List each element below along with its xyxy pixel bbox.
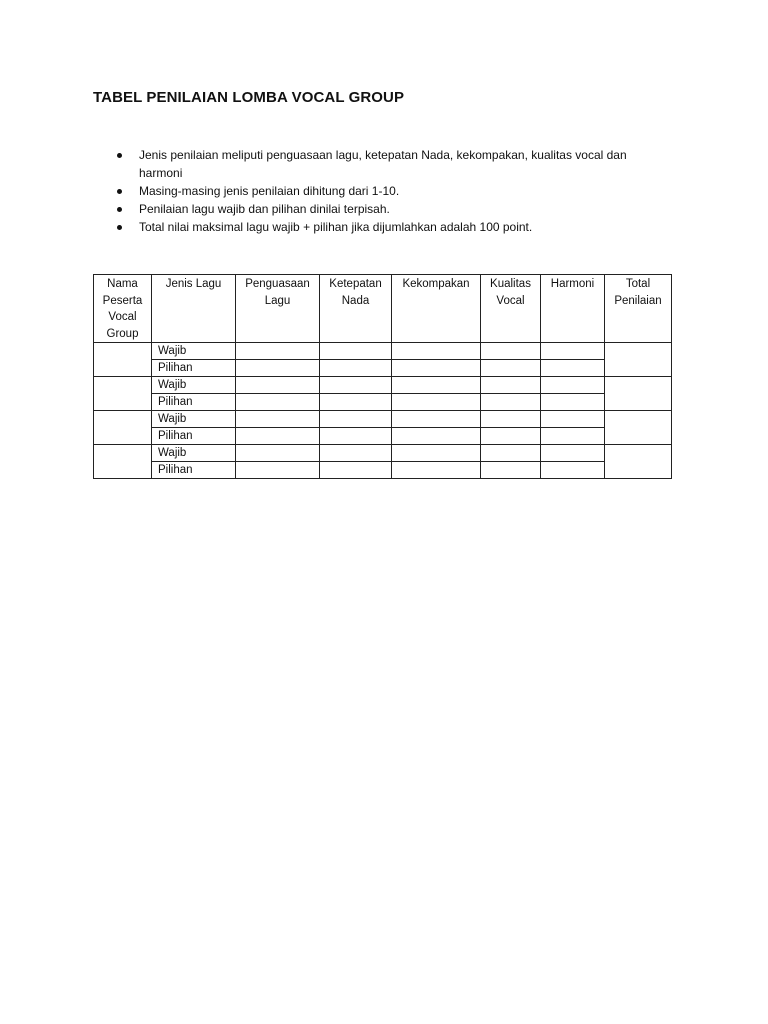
rule-text: Masing-masing jenis penilaian dihitung dari 1-10. — [139, 184, 400, 198]
cell-jenis-lagu: Wajib — [152, 445, 236, 462]
cell-penguasaan-lagu[interactable] — [236, 428, 320, 445]
rule-text: Total nilai maksimal lagu wajib + pilihan jika dijumlahkan adalah 100 point. — [139, 220, 533, 234]
cell-total-penilaian[interactable] — [605, 343, 672, 377]
header-nama-peserta: Nama Peserta Vocal Group — [94, 275, 152, 343]
cell-nama-peserta[interactable] — [94, 411, 152, 445]
cell-ketepatan-nada[interactable] — [320, 445, 392, 462]
cell-jenis-lagu: Wajib — [152, 377, 236, 394]
cell-harmoni[interactable] — [541, 343, 605, 360]
cell-penguasaan-lagu[interactable] — [236, 445, 320, 462]
cell-kualitas-vocal[interactable] — [481, 343, 541, 360]
cell-kualitas-vocal[interactable] — [481, 445, 541, 462]
cell-kekompakan[interactable] — [392, 445, 481, 462]
cell-kualitas-vocal[interactable] — [481, 411, 541, 428]
cell-total-penilaian[interactable] — [605, 411, 672, 445]
rule-item — [113, 146, 673, 182]
cell-jenis-lagu: Wajib — [152, 343, 236, 360]
cell-penguasaan-lagu[interactable] — [236, 377, 320, 394]
cell-jenis-lagu: Wajib — [152, 411, 236, 428]
cell-harmoni[interactable] — [541, 462, 605, 479]
cell-penguasaan-lagu[interactable] — [236, 394, 320, 411]
cell-penguasaan-lagu[interactable] — [236, 360, 320, 377]
cell-penguasaan-lagu[interactable] — [236, 411, 320, 428]
cell-nama-peserta[interactable] — [94, 377, 152, 411]
table-row — [94, 360, 672, 377]
cell-harmoni[interactable] — [541, 377, 605, 394]
table-row — [94, 428, 672, 445]
cell-kekompakan[interactable] — [392, 343, 481, 360]
cell-ketepatan-nada[interactable] — [320, 377, 392, 394]
cell-nama-peserta[interactable] — [94, 343, 152, 377]
header-total-penilaian: Total Penilaian — [605, 275, 672, 343]
cell-jenis-lagu: Pilihan — [152, 462, 236, 479]
rule-item — [113, 218, 673, 236]
table-row — [94, 462, 672, 479]
cell-kualitas-vocal[interactable] — [481, 428, 541, 445]
cell-jenis-lagu: Pilihan — [152, 360, 236, 377]
table-row — [94, 445, 672, 462]
header-harmoni: Harmoni — [541, 275, 605, 343]
cell-kekompakan[interactable] — [392, 428, 481, 445]
cell-ketepatan-nada[interactable] — [320, 343, 392, 360]
header-jenis-lagu: Jenis Lagu — [152, 275, 236, 343]
rule-text: Penilaian lagu wajib dan pilihan dinilai terpisah. — [139, 202, 390, 216]
cell-penguasaan-lagu[interactable] — [236, 462, 320, 479]
page-title: TABEL PENILAIAN LOMBA VOCAL GROUP — [93, 89, 405, 106]
cell-kualitas-vocal[interactable] — [481, 394, 541, 411]
bullet-icon — [117, 225, 122, 230]
cell-penguasaan-lagu[interactable] — [236, 343, 320, 360]
table-row — [94, 411, 672, 428]
cell-kekompakan[interactable] — [392, 377, 481, 394]
cell-total-penilaian[interactable] — [605, 377, 672, 411]
cell-harmoni[interactable] — [541, 394, 605, 411]
cell-kekompakan[interactable] — [392, 462, 481, 479]
scoring-table — [93, 274, 672, 479]
cell-kekompakan[interactable] — [392, 360, 481, 377]
cell-ketepatan-nada[interactable] — [320, 360, 392, 377]
bullet-icon — [117, 207, 122, 212]
cell-ketepatan-nada[interactable] — [320, 462, 392, 479]
bullet-icon — [117, 153, 122, 158]
cell-jenis-lagu: Pilihan — [152, 428, 236, 445]
rule-item — [113, 200, 673, 218]
table-row — [94, 343, 672, 360]
rule-text: Jenis penilaian meliputi penguasaan lagu, ketepatan Nada, kekompakan, kualitas vocal dan harmoni — [139, 148, 627, 180]
cell-ketepatan-nada[interactable] — [320, 411, 392, 428]
table-row — [94, 377, 672, 394]
cell-ketepatan-nada[interactable] — [320, 428, 392, 445]
cell-kekompakan[interactable] — [392, 394, 481, 411]
cell-kualitas-vocal[interactable] — [481, 360, 541, 377]
cell-ketepatan-nada[interactable] — [320, 394, 392, 411]
table-header-row — [94, 275, 672, 343]
cell-harmoni[interactable] — [541, 411, 605, 428]
header-kualitas-vocal: Kualitas Vocal — [481, 275, 541, 343]
cell-harmoni[interactable] — [541, 360, 605, 377]
cell-kualitas-vocal[interactable] — [481, 462, 541, 479]
cell-jenis-lagu: Pilihan — [152, 394, 236, 411]
header-kekompakan: Kekompakan — [392, 275, 481, 343]
cell-kekompakan[interactable] — [392, 411, 481, 428]
cell-nama-peserta[interactable] — [94, 445, 152, 479]
table-row — [94, 394, 672, 411]
header-ketepatan-nada: Ketepatan Nada — [320, 275, 392, 343]
cell-harmoni[interactable] — [541, 428, 605, 445]
bullet-icon — [117, 189, 122, 194]
cell-total-penilaian[interactable] — [605, 445, 672, 479]
cell-harmoni[interactable] — [541, 445, 605, 462]
rule-item — [113, 182, 673, 200]
header-penguasaan-lagu: Penguasaan Lagu — [236, 275, 320, 343]
cell-kualitas-vocal[interactable] — [481, 377, 541, 394]
rules-list — [113, 146, 673, 236]
